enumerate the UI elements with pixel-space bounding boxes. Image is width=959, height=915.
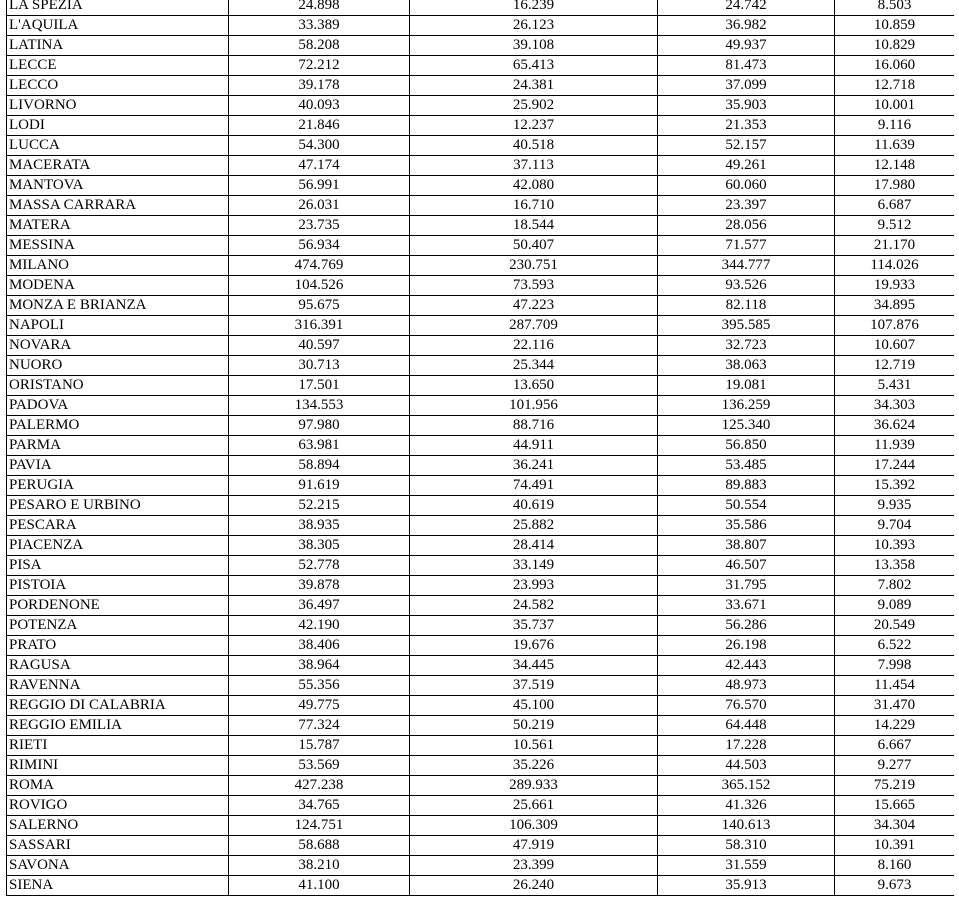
value-cell-col4: 6.522 xyxy=(835,636,955,656)
value-cell-col4: 34.303 xyxy=(835,396,955,416)
value-cell-col3: 35.903 xyxy=(658,96,835,116)
province-name-cell: REGGIO EMILIA xyxy=(7,716,229,736)
table-row xyxy=(7,216,955,236)
value-cell-col3: 38.807 xyxy=(658,536,835,556)
value-cell-col4: 12.718 xyxy=(835,76,955,96)
table-row xyxy=(7,96,955,116)
value-cell-col4: 10.393 xyxy=(835,536,955,556)
value-cell-col4: 11.939 xyxy=(835,436,955,456)
value-cell-col2: 18.544 xyxy=(410,216,658,236)
value-cell-col3: 140.613 xyxy=(658,816,835,836)
table-row xyxy=(7,76,955,96)
value-cell-col3: 21.353 xyxy=(658,116,835,136)
province-name-cell: RIETI xyxy=(7,736,229,756)
value-cell-col2: 45.100 xyxy=(410,696,658,716)
value-cell-col3: 41.326 xyxy=(658,796,835,816)
value-cell-col4: 15.665 xyxy=(835,796,955,816)
value-cell-col3: 28.056 xyxy=(658,216,835,236)
value-cell-col4: 107.876 xyxy=(835,316,955,336)
table-row xyxy=(7,0,955,16)
value-cell-col4: 36.624 xyxy=(835,416,955,436)
value-cell-col4: 9.116 xyxy=(835,116,955,136)
value-cell-col1: 56.934 xyxy=(229,236,410,256)
value-cell-col1: 36.497 xyxy=(229,596,410,616)
value-cell-col1: 34.765 xyxy=(229,796,410,816)
table-row xyxy=(7,796,955,816)
value-cell-col4: 20.549 xyxy=(835,616,955,636)
value-cell-col4: 10.001 xyxy=(835,96,955,116)
value-cell-col2: 40.619 xyxy=(410,496,658,516)
value-cell-col3: 35.586 xyxy=(658,516,835,536)
province-table-container xyxy=(6,0,954,915)
value-cell-col1: 97.980 xyxy=(229,416,410,436)
value-cell-col2: 47.223 xyxy=(410,296,658,316)
value-cell-col3: 58.310 xyxy=(658,836,835,856)
value-cell-col3: 38.063 xyxy=(658,356,835,376)
value-cell-col4: 11.639 xyxy=(835,136,955,156)
province-name-cell: PESARO E URBINO xyxy=(7,496,229,516)
value-cell-col3: 52.157 xyxy=(658,136,835,156)
table-row xyxy=(7,676,955,696)
value-cell-col4: 16.060 xyxy=(835,56,955,76)
value-cell-col4: 9.512 xyxy=(835,216,955,236)
value-cell-col1: 55.356 xyxy=(229,676,410,696)
value-cell-col3: 48.973 xyxy=(658,676,835,696)
table-row xyxy=(7,156,955,176)
province-name-cell: RIMINI xyxy=(7,756,229,776)
province-name-cell: ROVIGO xyxy=(7,796,229,816)
value-cell-col2: 65.413 xyxy=(410,56,658,76)
value-cell-col4: 75.219 xyxy=(835,776,955,796)
value-cell-col2: 28.414 xyxy=(410,536,658,556)
value-cell-col1: 58.688 xyxy=(229,836,410,856)
value-cell-col3: 35.913 xyxy=(658,876,835,896)
value-cell-col4: 11.454 xyxy=(835,676,955,696)
table-row xyxy=(7,836,955,856)
value-cell-col4: 31.470 xyxy=(835,696,955,716)
table-row xyxy=(7,816,955,836)
province-name-cell: MODENA xyxy=(7,276,229,296)
table-row xyxy=(7,516,955,536)
value-cell-col1: 40.597 xyxy=(229,336,410,356)
province-name-cell: PAVIA xyxy=(7,456,229,476)
value-cell-col4: 5.431 xyxy=(835,376,955,396)
province-name-cell: PARMA xyxy=(7,436,229,456)
value-cell-col2: 34.445 xyxy=(410,656,658,676)
table-row xyxy=(7,596,955,616)
value-cell-col1: 52.215 xyxy=(229,496,410,516)
value-cell-col3: 17.228 xyxy=(658,736,835,756)
value-cell-col2: 35.737 xyxy=(410,616,658,636)
table-row xyxy=(7,876,955,896)
table-row xyxy=(7,756,955,776)
value-cell-col1: 26.031 xyxy=(229,196,410,216)
value-cell-col1: 104.526 xyxy=(229,276,410,296)
value-cell-col3: 37.099 xyxy=(658,76,835,96)
value-cell-col4: 12.719 xyxy=(835,356,955,376)
value-cell-col2: 12.237 xyxy=(410,116,658,136)
value-cell-col2: 36.241 xyxy=(410,456,658,476)
value-cell-col1: 316.391 xyxy=(229,316,410,336)
province-name-cell: PERUGIA xyxy=(7,476,229,496)
province-name-cell: MILANO xyxy=(7,256,229,276)
value-cell-col2: 73.593 xyxy=(410,276,658,296)
value-cell-col1: 23.735 xyxy=(229,216,410,236)
value-cell-col2: 289.933 xyxy=(410,776,658,796)
value-cell-col2: 50.407 xyxy=(410,236,658,256)
value-cell-col1: 49.775 xyxy=(229,696,410,716)
province-name-cell: PRATO xyxy=(7,636,229,656)
value-cell-col3: 81.473 xyxy=(658,56,835,76)
value-cell-col1: 15.787 xyxy=(229,736,410,756)
province-data-table xyxy=(6,0,954,896)
province-name-cell: MANTOVA xyxy=(7,176,229,196)
value-cell-col4: 114.026 xyxy=(835,256,955,276)
table-row xyxy=(7,416,955,436)
value-cell-col4: 10.829 xyxy=(835,36,955,56)
value-cell-col2: 39.108 xyxy=(410,36,658,56)
province-name-cell: MASSA CARRARA xyxy=(7,196,229,216)
value-cell-col1: 38.935 xyxy=(229,516,410,536)
value-cell-col2: 23.993 xyxy=(410,576,658,596)
value-cell-col3: 31.795 xyxy=(658,576,835,596)
table-row xyxy=(7,656,955,676)
province-name-cell: NAPOLI xyxy=(7,316,229,336)
value-cell-col1: 33.389 xyxy=(229,16,410,36)
province-name-cell: PADOVA xyxy=(7,396,229,416)
table-row xyxy=(7,196,955,216)
province-name-cell: PIACENZA xyxy=(7,536,229,556)
value-cell-col3: 93.526 xyxy=(658,276,835,296)
value-cell-col2: 33.149 xyxy=(410,556,658,576)
value-cell-col3: 71.577 xyxy=(658,236,835,256)
value-cell-col2: 16.710 xyxy=(410,196,658,216)
table-row xyxy=(7,36,955,56)
table-row xyxy=(7,496,955,516)
table-row xyxy=(7,636,955,656)
value-cell-col2: 74.491 xyxy=(410,476,658,496)
value-cell-col1: 24.898 xyxy=(229,0,410,16)
value-cell-col4: 8.503 xyxy=(835,0,955,16)
table-row xyxy=(7,276,955,296)
table-row xyxy=(7,476,955,496)
value-cell-col4: 19.933 xyxy=(835,276,955,296)
value-cell-col3: 24.742 xyxy=(658,0,835,16)
value-cell-col1: 427.238 xyxy=(229,776,410,796)
value-cell-col3: 60.060 xyxy=(658,176,835,196)
province-name-cell: SALERNO xyxy=(7,816,229,836)
value-cell-col4: 17.980 xyxy=(835,176,955,196)
province-name-cell: SIENA xyxy=(7,876,229,896)
value-cell-col2: 37.519 xyxy=(410,676,658,696)
value-cell-col4: 7.998 xyxy=(835,656,955,676)
value-cell-col3: 50.554 xyxy=(658,496,835,516)
table-row xyxy=(7,116,955,136)
value-cell-col3: 23.397 xyxy=(658,196,835,216)
value-cell-col1: 134.553 xyxy=(229,396,410,416)
province-name-cell: ROMA xyxy=(7,776,229,796)
value-cell-col3: 49.937 xyxy=(658,36,835,56)
value-cell-col1: 21.846 xyxy=(229,116,410,136)
value-cell-col2: 19.676 xyxy=(410,636,658,656)
province-name-cell: MONZA E BRIANZA xyxy=(7,296,229,316)
value-cell-col3: 56.850 xyxy=(658,436,835,456)
value-cell-col3: 31.559 xyxy=(658,856,835,876)
value-cell-col1: 72.212 xyxy=(229,56,410,76)
table-row xyxy=(7,716,955,736)
province-name-cell: LIVORNO xyxy=(7,96,229,116)
value-cell-col2: 22.116 xyxy=(410,336,658,356)
value-cell-col2: 24.582 xyxy=(410,596,658,616)
value-cell-col1: 58.208 xyxy=(229,36,410,56)
province-name-cell: ORISTANO xyxy=(7,376,229,396)
value-cell-col2: 25.882 xyxy=(410,516,658,536)
province-name-cell: L'AQUILA xyxy=(7,16,229,36)
value-cell-col3: 46.507 xyxy=(658,556,835,576)
value-cell-col4: 7.802 xyxy=(835,576,955,596)
value-cell-col4: 6.667 xyxy=(835,736,955,756)
province-name-cell: PALERMO xyxy=(7,416,229,436)
value-cell-col3: 32.723 xyxy=(658,336,835,356)
table-row xyxy=(7,856,955,876)
province-name-cell: PESCARA xyxy=(7,516,229,536)
table-row xyxy=(7,296,955,316)
value-cell-col1: 53.569 xyxy=(229,756,410,776)
value-cell-col4: 9.935 xyxy=(835,496,955,516)
province-name-cell: PORDENONE xyxy=(7,596,229,616)
table-row xyxy=(7,376,955,396)
value-cell-col4: 9.704 xyxy=(835,516,955,536)
value-cell-col1: 40.093 xyxy=(229,96,410,116)
value-cell-col2: 25.661 xyxy=(410,796,658,816)
value-cell-col4: 9.673 xyxy=(835,876,955,896)
value-cell-col1: 58.894 xyxy=(229,456,410,476)
province-name-cell: PISA xyxy=(7,556,229,576)
table-row xyxy=(7,336,955,356)
value-cell-col1: 30.713 xyxy=(229,356,410,376)
table-row xyxy=(7,536,955,556)
value-cell-col4: 13.358 xyxy=(835,556,955,576)
value-cell-col2: 26.240 xyxy=(410,876,658,896)
value-cell-col3: 344.777 xyxy=(658,256,835,276)
table-row xyxy=(7,736,955,756)
table-row xyxy=(7,556,955,576)
table-row xyxy=(7,696,955,716)
value-cell-col1: 56.991 xyxy=(229,176,410,196)
value-cell-col3: 89.883 xyxy=(658,476,835,496)
value-cell-col2: 42.080 xyxy=(410,176,658,196)
table-row xyxy=(7,176,955,196)
value-cell-col2: 88.716 xyxy=(410,416,658,436)
value-cell-col4: 9.089 xyxy=(835,596,955,616)
value-cell-col2: 23.399 xyxy=(410,856,658,876)
value-cell-col3: 53.485 xyxy=(658,456,835,476)
value-cell-col2: 24.381 xyxy=(410,76,658,96)
value-cell-col3: 49.261 xyxy=(658,156,835,176)
value-cell-col3: 76.570 xyxy=(658,696,835,716)
province-name-cell: LA SPEZIA xyxy=(7,0,229,16)
value-cell-col4: 15.392 xyxy=(835,476,955,496)
value-cell-col3: 125.340 xyxy=(658,416,835,436)
value-cell-col2: 50.219 xyxy=(410,716,658,736)
province-name-cell: LUCCA xyxy=(7,136,229,156)
value-cell-col1: 63.981 xyxy=(229,436,410,456)
value-cell-col2: 16.239 xyxy=(410,0,658,16)
value-cell-col1: 38.305 xyxy=(229,536,410,556)
value-cell-col3: 64.448 xyxy=(658,716,835,736)
value-cell-col2: 44.911 xyxy=(410,436,658,456)
table-row xyxy=(7,456,955,476)
value-cell-col1: 124.751 xyxy=(229,816,410,836)
value-cell-col1: 41.100 xyxy=(229,876,410,896)
value-cell-col2: 35.226 xyxy=(410,756,658,776)
value-cell-col1: 47.174 xyxy=(229,156,410,176)
value-cell-col4: 21.170 xyxy=(835,236,955,256)
table-row xyxy=(7,136,955,156)
province-name-cell: MATERA xyxy=(7,216,229,236)
value-cell-col3: 26.198 xyxy=(658,636,835,656)
value-cell-col2: 287.709 xyxy=(410,316,658,336)
value-cell-col4: 34.895 xyxy=(835,296,955,316)
value-cell-col4: 6.687 xyxy=(835,196,955,216)
value-cell-col3: 44.503 xyxy=(658,756,835,776)
province-name-cell: PISTOIA xyxy=(7,576,229,596)
table-row xyxy=(7,616,955,636)
value-cell-col1: 38.406 xyxy=(229,636,410,656)
table-row xyxy=(7,316,955,336)
province-name-cell: NUORO xyxy=(7,356,229,376)
province-name-cell: SASSARI xyxy=(7,836,229,856)
value-cell-col3: 136.259 xyxy=(658,396,835,416)
value-cell-col1: 39.178 xyxy=(229,76,410,96)
value-cell-col2: 230.751 xyxy=(410,256,658,276)
value-cell-col1: 474.769 xyxy=(229,256,410,276)
value-cell-col1: 39.878 xyxy=(229,576,410,596)
province-name-cell: LATINA xyxy=(7,36,229,56)
table-row xyxy=(7,396,955,416)
province-name-cell: NOVARA xyxy=(7,336,229,356)
table-row xyxy=(7,256,955,276)
value-cell-col4: 10.607 xyxy=(835,336,955,356)
value-cell-col2: 40.518 xyxy=(410,136,658,156)
value-cell-col3: 36.982 xyxy=(658,16,835,36)
value-cell-col1: 17.501 xyxy=(229,376,410,396)
value-cell-col4: 10.859 xyxy=(835,16,955,36)
value-cell-col3: 365.152 xyxy=(658,776,835,796)
table-row xyxy=(7,436,955,456)
value-cell-col4: 12.148 xyxy=(835,156,955,176)
value-cell-col1: 77.324 xyxy=(229,716,410,736)
table-row xyxy=(7,16,955,36)
province-name-cell: RAVENNA xyxy=(7,676,229,696)
value-cell-col1: 42.190 xyxy=(229,616,410,636)
value-cell-col1: 52.778 xyxy=(229,556,410,576)
province-name-cell: LODI xyxy=(7,116,229,136)
province-name-cell: LECCO xyxy=(7,76,229,96)
value-cell-col2: 10.561 xyxy=(410,736,658,756)
value-cell-col1: 91.619 xyxy=(229,476,410,496)
value-cell-col2: 106.309 xyxy=(410,816,658,836)
value-cell-col1: 95.675 xyxy=(229,296,410,316)
province-name-cell: MESSINA xyxy=(7,236,229,256)
value-cell-col3: 19.081 xyxy=(658,376,835,396)
value-cell-col2: 47.919 xyxy=(410,836,658,856)
value-cell-col2: 13.650 xyxy=(410,376,658,396)
value-cell-col4: 14.229 xyxy=(835,716,955,736)
value-cell-col1: 54.300 xyxy=(229,136,410,156)
value-cell-col3: 33.671 xyxy=(658,596,835,616)
value-cell-col3: 82.118 xyxy=(658,296,835,316)
value-cell-col1: 38.210 xyxy=(229,856,410,876)
province-name-cell: MACERATA xyxy=(7,156,229,176)
value-cell-col3: 56.286 xyxy=(658,616,835,636)
table-row xyxy=(7,776,955,796)
table-body xyxy=(7,0,955,896)
value-cell-col2: 25.902 xyxy=(410,96,658,116)
value-cell-col2: 101.956 xyxy=(410,396,658,416)
province-name-cell: REGGIO DI CALABRIA xyxy=(7,696,229,716)
value-cell-col3: 395.585 xyxy=(658,316,835,336)
value-cell-col4: 34.304 xyxy=(835,816,955,836)
province-name-cell: POTENZA xyxy=(7,616,229,636)
value-cell-col1: 38.964 xyxy=(229,656,410,676)
table-row xyxy=(7,356,955,376)
value-cell-col4: 8.160 xyxy=(835,856,955,876)
value-cell-col4: 17.244 xyxy=(835,456,955,476)
province-name-cell: LECCE xyxy=(7,56,229,76)
table-row xyxy=(7,236,955,256)
province-name-cell: RAGUSA xyxy=(7,656,229,676)
value-cell-col2: 26.123 xyxy=(410,16,658,36)
table-row xyxy=(7,576,955,596)
value-cell-col2: 25.344 xyxy=(410,356,658,376)
value-cell-col4: 10.391 xyxy=(835,836,955,856)
value-cell-col2: 37.113 xyxy=(410,156,658,176)
value-cell-col4: 9.277 xyxy=(835,756,955,776)
value-cell-col3: 42.443 xyxy=(658,656,835,676)
province-name-cell: SAVONA xyxy=(7,856,229,876)
table-row xyxy=(7,56,955,76)
